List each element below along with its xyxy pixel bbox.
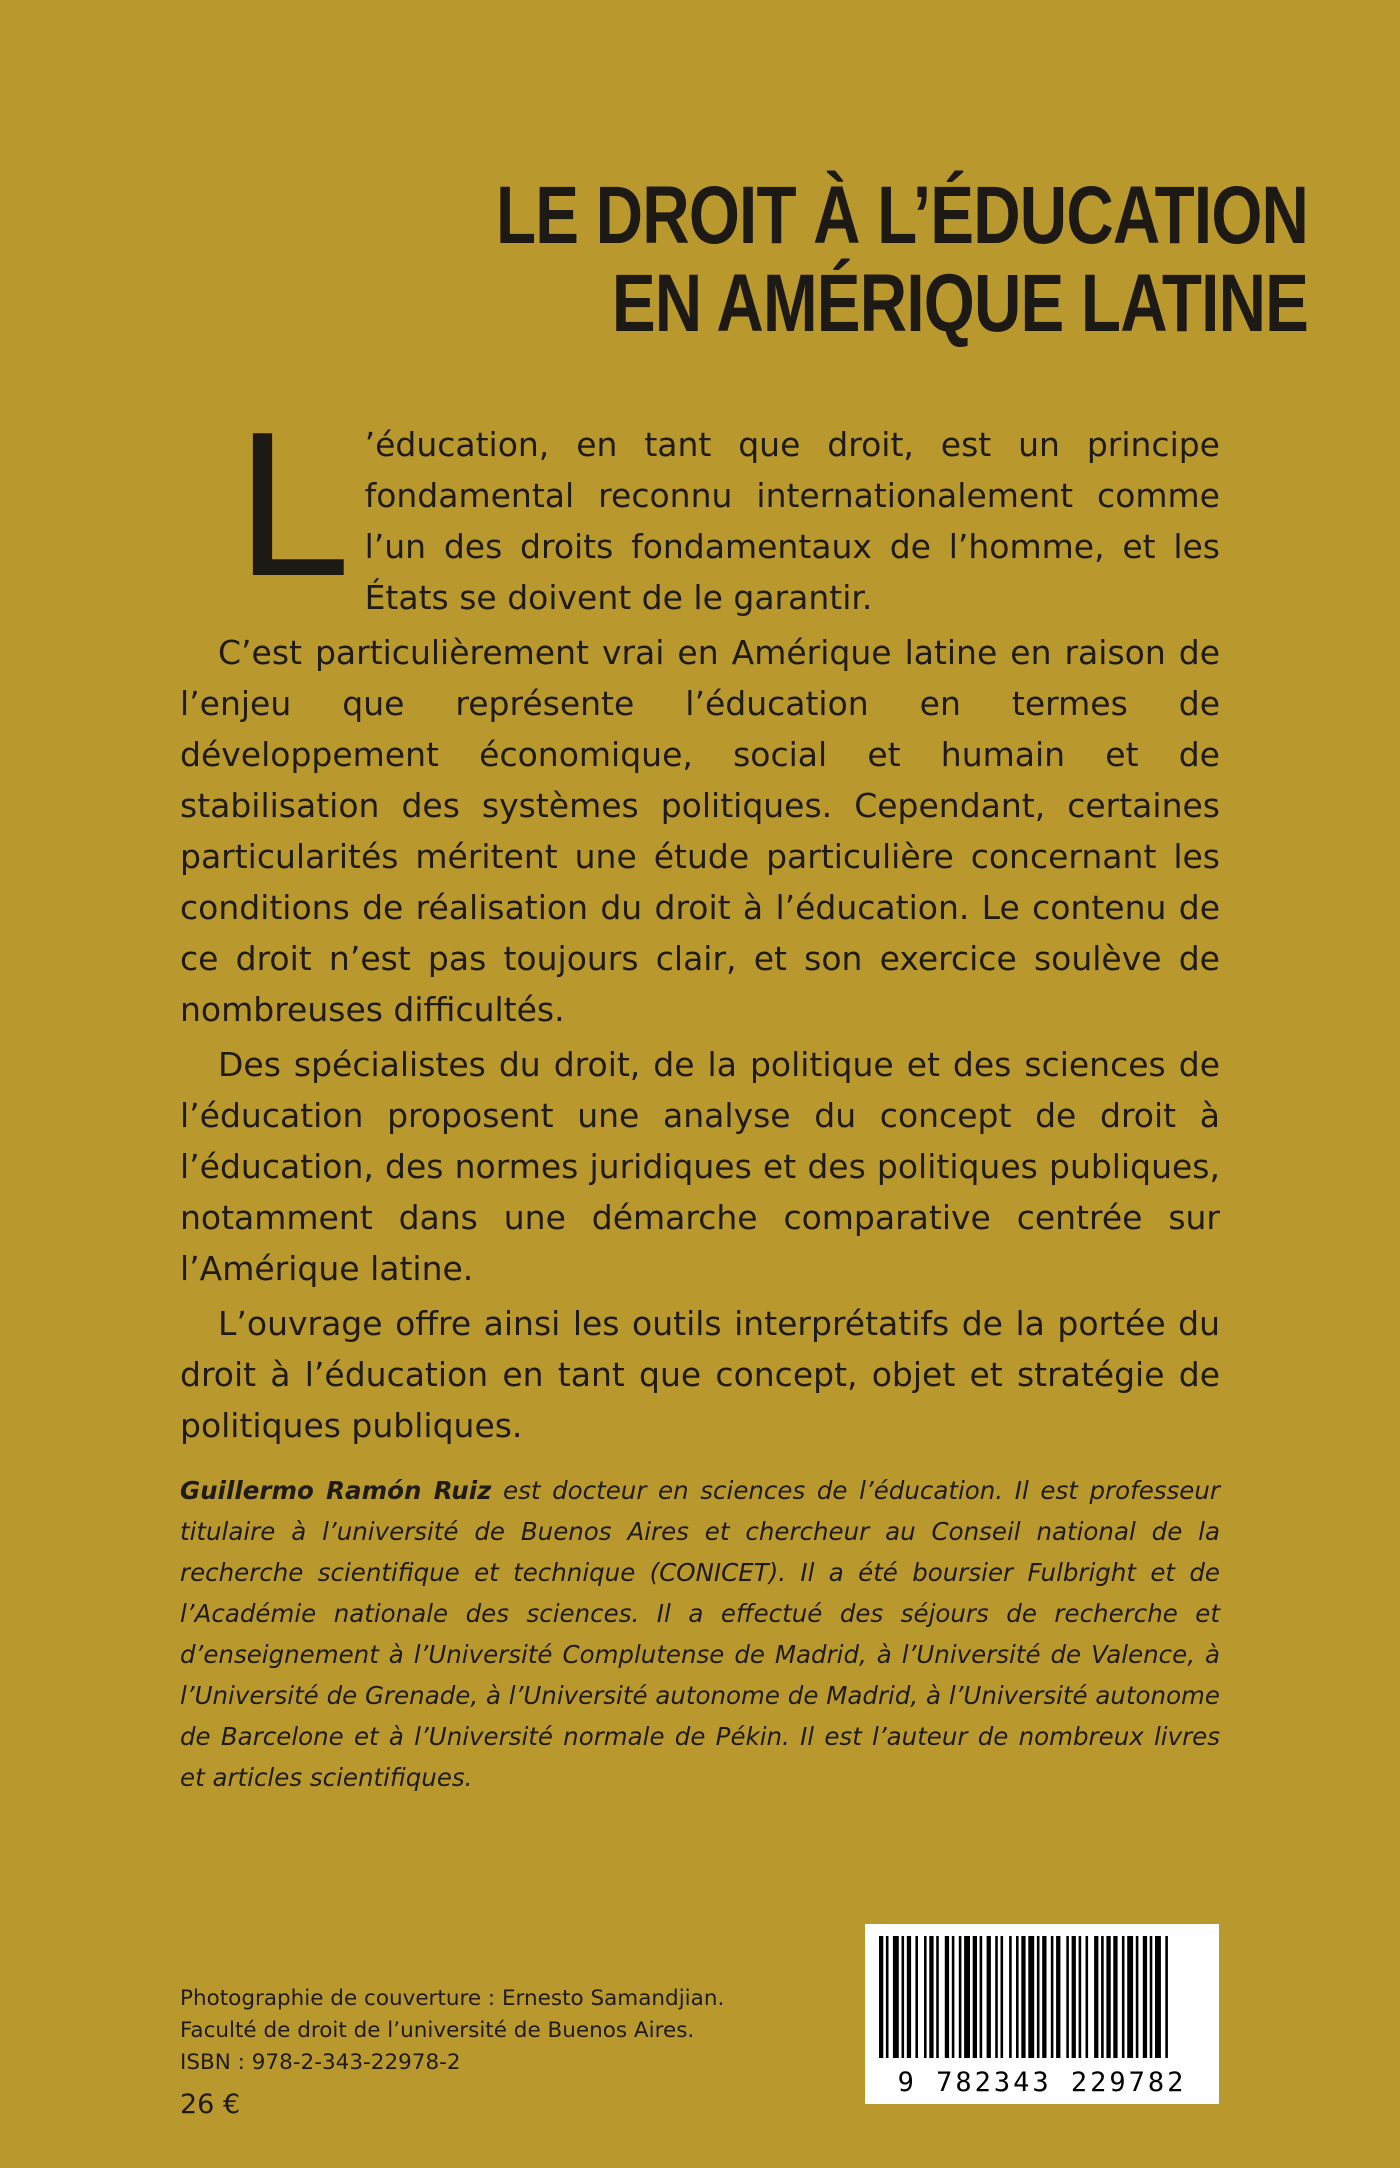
barcode-bar [907,1936,911,2058]
barcode-bar [1009,1936,1012,2058]
author-bio [180,1470,1220,1798]
barcode-bar [952,1936,955,2058]
barcode-bar [929,1936,933,2058]
barcode-bar [1072,1936,1076,2058]
barcode-bar [1086,1936,1089,2058]
author-bio-text: est docteur en sciences de l’éducation. Il est professeur titulaire à l’université de Buenos Aires et chercheur au Conseil national de la recherche scientifique et technique (CONICET). Il a été boursier Fulbright et de l’Académie nationale des sciences. Il a effectué des séjours de recherche et d’enseignement à l’Université Complutense de Madrid, à l’Université de Valence, à l’Université de Grenade, à l’Université autonome de Madrid, à l’Université autonome de Barcelone et à l’Université normale de Pékin. Il est l’auteur de nombreux livres et articles scientifiques. [180,1476,1220,1792]
barcode-bar [1037,1936,1040,2058]
barcode-bar [902,1936,905,2058]
author-name: Guillermo Ramón Ruiz [180,1476,492,1505]
barcode-bar [1001,1936,1004,2058]
barcode-bar [1066,1936,1069,2058]
barcode-bar [1042,1936,1046,2058]
barcode-bar [924,1936,927,2058]
barcode-bar [1021,1936,1025,2058]
photo-location: Faculté de droit de l’université de Buenos Aires. [180,2018,695,2043]
barcode-bar [959,1936,962,2058]
blurb [180,389,1220,1455]
barcode-bar [1136,1936,1139,2058]
barcode-bar [1056,1936,1060,2058]
barcode-bar [1143,1936,1147,2058]
book-title-line-1: LE DROIT À L’ÉDUCATION [495,170,1308,261]
barcode-bar [1094,1936,1098,2058]
photo-credit: Photographie de couverture : Ernesto Samandjian. [180,1986,725,2011]
blurb-paragraph-2: C’est particulièrement vrai en Amérique latine en raison de l’enjeu que représente l’éducation en termes de développement économique, social et humain et de stabilisation des systèmes politiques. Cependant, certaines particularités méritent une étude particulière concernant les conditions de réalisation du droit à l’éducation. Le contenu de ce droit n’est pas toujours clair, et son exercice soulève de nombreuses difficultés. [180,633,1220,1029]
barcode-bar [1101,1936,1104,2058]
barcode-bar [893,1936,899,2058]
barcode-number: 9 782343 229782 [897,2067,1187,2098]
barcode-bar [1028,1936,1034,2058]
barcode-bar [995,1936,998,2058]
book-title-line-2: EN AMÉRIQUE LATINE [611,258,1308,349]
barcode-bar [1150,1936,1153,2058]
barcode-bar [1106,1936,1110,2058]
barcode-bar [1165,1936,1168,2058]
barcode-bar [1122,1936,1125,2058]
barcode-bar [1113,1936,1117,2058]
blurb-paragraph-1-text: ’éducation, en tant que droit, est un principe fondamental reconnu internationalement comme l’un des droits fondamentaux de l’homme, et les États se doivent de le garantir. [364,425,1220,617]
blurb-paragraph-4: L’ouvrage offre ainsi les outils interprétatifs de la portée du droit à l’éducation en tant que concept, objet et stratégie de politiques publiques. [180,1304,1220,1445]
barcode-bar [980,1936,983,2058]
barcode [865,1924,1219,2104]
barcode-bar [915,1936,918,2058]
barcode-bar [879,1936,883,2058]
drop-cap: L [236,389,351,619]
barcode-bar [1051,1936,1054,2058]
barcode-bar [1155,1936,1161,2058]
credits [180,1983,724,2121]
barcode-bar [987,1936,991,2058]
book-title [496,172,1308,348]
barcode-bar [964,1936,970,2058]
barcode-bar [1079,1936,1082,2058]
barcode-bar [1127,1936,1133,2058]
blurb-paragraph-1 [180,389,1220,623]
barcode-bar [945,1936,949,2058]
isbn: ISBN : 978-2-343-22978-2 [180,2050,461,2075]
blurb-paragraph-3: Des spécialistes du droit, de la politique et des sciences de l’éducation proposent une analyse du concept de droit à l’éducation, des normes juridiques et des politiques publiques, notamment dans une démarche comparative centrée sur l’Amérique latine. [180,1045,1220,1288]
barcode-bar [973,1936,977,2058]
price: 26 € [180,2089,241,2120]
barcode-bar [936,1936,939,2058]
barcode-bar [1016,1936,1019,2058]
barcode-bar [886,1936,889,2058]
